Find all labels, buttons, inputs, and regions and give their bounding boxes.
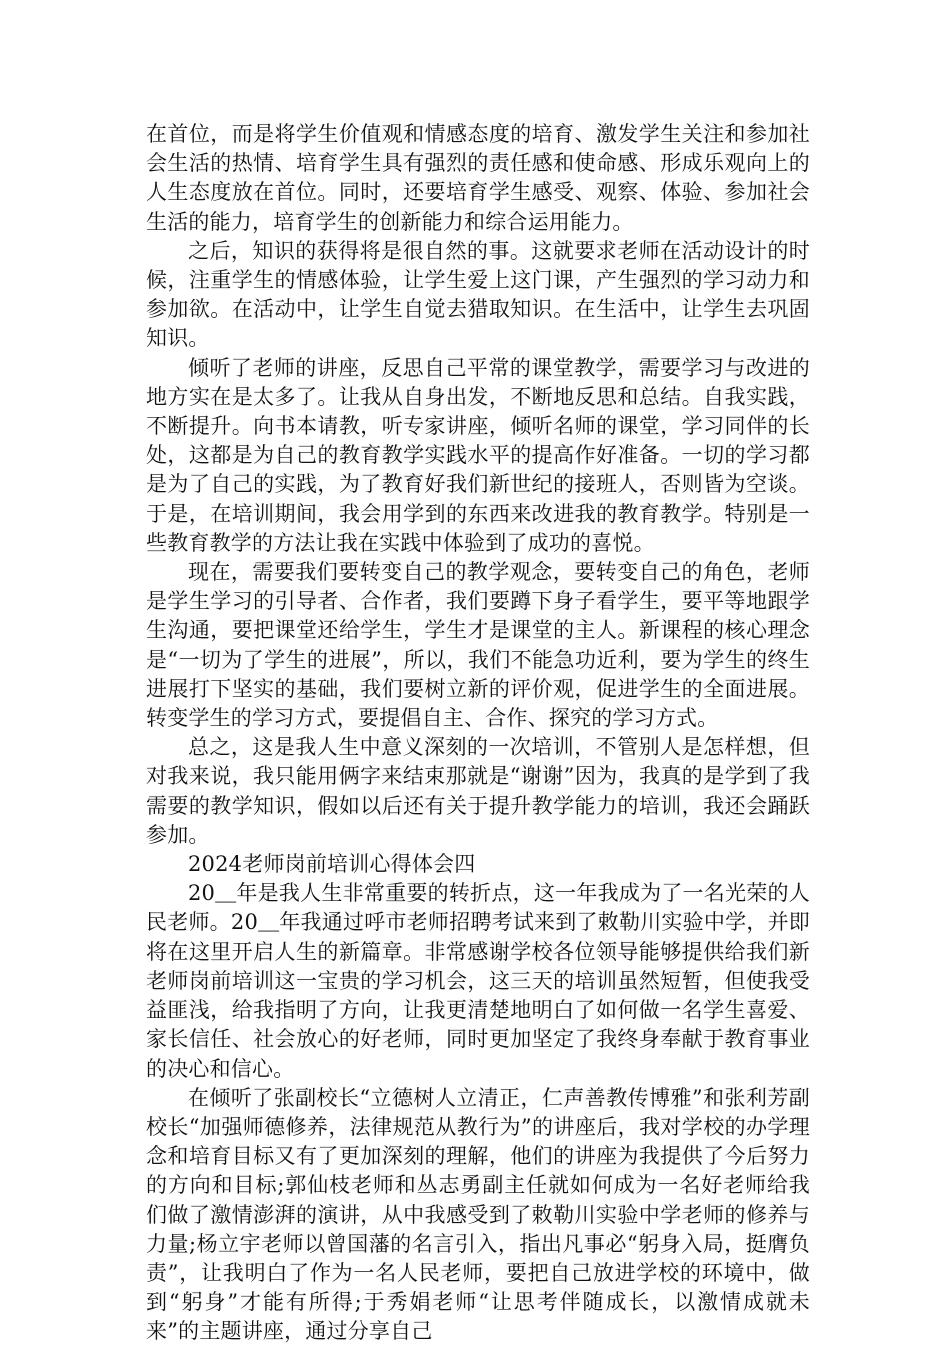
section-heading: 2024老师岗前培训心得体会四 [188, 852, 476, 877]
paragraph: 总之，这是我人生中意义深刻的一次培训，不管别人是怎样想，但对我来说，我只能用俩字来结束那就是“谢谢”因为，我真的是学到了我需要的教学知识，假如以后还有关于提升教学能力的培训，我还会踊跃参加。 [146, 735, 810, 847]
paragraph-continuation: 在首位，而是将学生价值观和情感态度的培育、激发学生关注和参加社会生活的热情、培育学生具有强烈的责任感和使命感、形成乐观向上的人生态度放在首位。同时，还要培育学生感受、观察、体验、参加社会生活的能力，培育学生的创新能力和综合运用能力。 [146, 122, 810, 234]
paragraph: 20＿年是我人生非常重要的转折点，这一年我成为了一名光荣的人民老师。20＿年我通过呼市老师招聘考试来到了敕勒川实验中学，并即将在这里开启人生的新篇章。非常感谢学校各位领导能够提供给我们新老师岗前培训这一宝贵的学习机会，这三天的培训虽然短暂，但使我受益匪浅，给我指明了方向，让我更清楚地明白了如何做一名学生喜爱、家长信任、社会放心的好老师，同时更加坚定了我终身奉献于教育事业的决心和信心。 [146, 881, 810, 1081]
paragraph: 在倾听了张副校长“立德树人立清正，仁声善教传博雅”和张利芳副校长“加强师德修养，法律规范从教行为”的讲座后，我对学校的办学理念和培育目标又有了更加深刻的理解，他们的讲座为我提供了今后努力的方向和目标;郭仙枝老师和丛志勇副主任就如何成为一名好老师给我们做了激情澎湃的演讲，从中我感受到了敕勒川实验中学老师的修养与力量;杨立宇老师以曾国藩的名言引入，指出凡事必“躬身入局，挺膺负责”，让我明白了作为一名人民老师，要把自己放进学校的环境中，做到“躬身”才能有所得;于秀娟老师“让思考伴随成长，以激情成就未来”的主题讲座，通过分享自己 [146, 1085, 810, 1344]
paragraph: 现在，需要我们要转变自己的教学观念，要转变自己的角色，老师是学生学习的引导者、合作者，我们要蹲下身子看学生，要平等地跟学生沟通，要把课堂还给学生，学生才是课堂的主人。新课程的核心理念是“一切为了学生的进展”，所以，我们不能急功近利，要为学生的终生进展打下坚实的基础，我们要树立新的评价观，促进学生的全面进展。转变学生的学习方式，要提倡自主、合作、探究的学习方式。 [146, 560, 810, 731]
paragraph: 之后，知识的获得将是很自然的事。这就要求老师在活动设计的时候，注重学生的情感体验，让学生爱上这门课，产生强烈的学习动力和参加欲。在活动中，让学生自觉去猎取知识。在生活中，让学生去巩固知识。 [146, 238, 810, 351]
paragraph: 倾听了老师的讲座，反思自己平常的课堂教学，需要学习与改进的地方实在是太多了。让我从自身出发，不断地反思和总结。自我实践，不断提升。向书本请教，听专家讲座，倾听名师的课堂，学习同伴的长处，这都是为自己的教育教学实践水平的提高作好准备。一切的学习都是为了自己的实践，为了教育好我们新世纪的接班人，否则皆为空谈。于是，在培训期间，我会用学到的东西来改进我的教育教学。特别是一些教育教学的方法让我在实践中体验到了成功的喜悦。 [146, 355, 810, 555]
document-page [146, 120, 810, 1347]
